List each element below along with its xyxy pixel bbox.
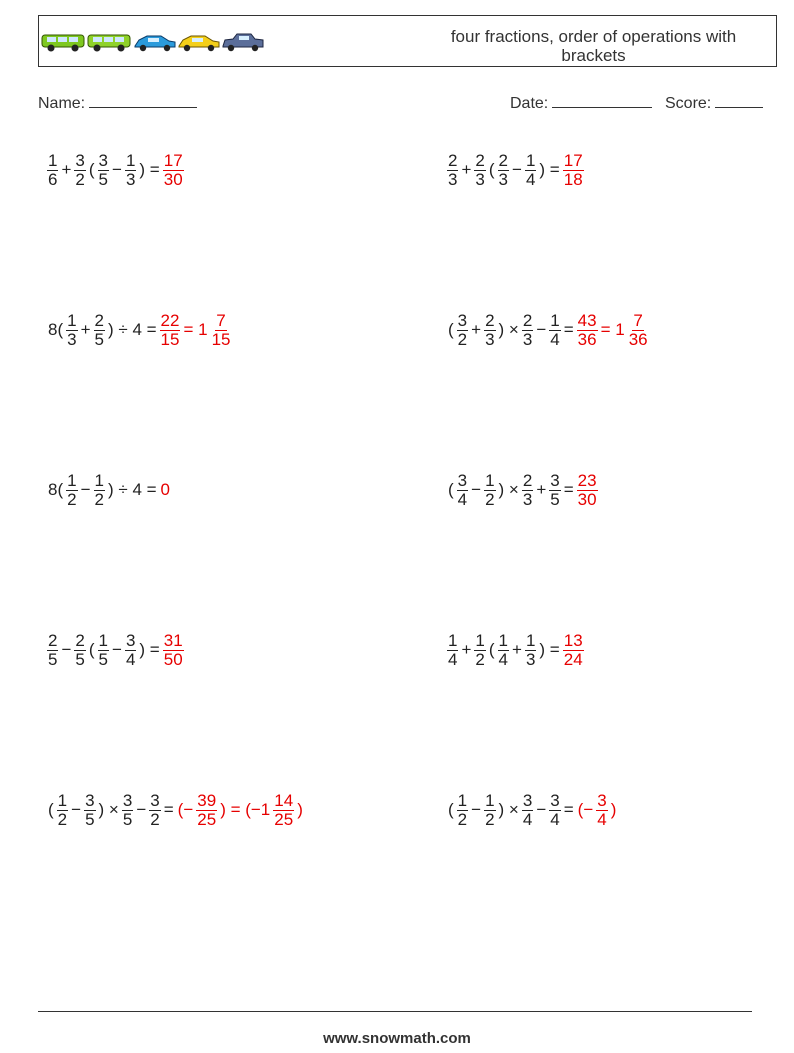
expression-text: −	[512, 160, 522, 179]
fraction	[549, 792, 560, 829]
denominator: 4	[125, 649, 136, 669]
answer	[562, 152, 585, 189]
denominator: 30	[577, 489, 597, 509]
score-blank	[715, 93, 763, 108]
numerator: 2	[485, 310, 495, 330]
denominator: 2	[94, 489, 104, 509]
numerator: 2	[448, 150, 458, 170]
denominator: 3	[522, 329, 533, 349]
expression-text: −	[112, 640, 122, 659]
fraction	[563, 152, 584, 189]
score-field	[665, 93, 763, 113]
expression-text: )	[610, 800, 617, 819]
fraction	[522, 312, 533, 349]
expression-text: −	[471, 800, 482, 819]
expression-text: 8(	[48, 320, 64, 339]
numerator: 39	[197, 790, 217, 810]
denominator: 24	[563, 649, 583, 669]
expression-text: ) =	[139, 640, 160, 659]
fraction	[196, 792, 217, 829]
fraction	[474, 632, 485, 669]
expression-text: (	[88, 160, 95, 179]
expression-text: 8(	[48, 480, 64, 499]
denominator: 2	[150, 809, 160, 829]
footer-divider	[38, 1011, 752, 1012]
fraction	[47, 632, 58, 669]
problem-2	[446, 145, 585, 195]
name-field	[38, 93, 197, 113]
answer	[162, 632, 185, 669]
fraction	[447, 152, 458, 189]
fraction	[163, 152, 184, 189]
expression-text: −	[471, 480, 482, 499]
denominator: 25	[274, 809, 294, 829]
fraction	[549, 472, 560, 509]
numerator: 3	[457, 310, 468, 330]
cars-logo-icon	[41, 28, 271, 54]
expression-text: (−	[177, 800, 194, 819]
expression-text: ) ÷ 4 =	[108, 320, 157, 339]
fraction	[628, 312, 649, 349]
numerator: 2	[522, 470, 533, 490]
answer	[176, 792, 305, 829]
expression-text: −	[80, 480, 91, 499]
expression-text: −	[71, 800, 82, 819]
fraction	[525, 152, 536, 189]
numerator: 14	[274, 790, 294, 810]
fraction	[74, 632, 85, 669]
fraction	[98, 632, 109, 669]
numerator: 2	[94, 310, 104, 330]
numerator: 1	[67, 470, 77, 490]
fraction	[94, 312, 105, 349]
denominator: 5	[48, 649, 58, 669]
expression-text: =	[563, 320, 574, 339]
numerator: 3	[122, 790, 133, 810]
expression-text: ) = (−1	[220, 800, 271, 819]
numerator: 2	[75, 630, 85, 650]
numerator: 3	[550, 470, 560, 490]
expression-text: +	[461, 160, 472, 179]
numerator: 1	[57, 790, 68, 810]
numerator: 1	[475, 630, 485, 650]
expression-text: ) ×	[498, 480, 519, 499]
fraction	[484, 312, 495, 349]
numerator: 1	[485, 790, 495, 810]
expression-text: ) =	[139, 160, 160, 179]
fraction	[122, 792, 133, 829]
answer	[562, 632, 585, 669]
numerator: 3	[85, 790, 95, 810]
numerator: 1	[67, 310, 77, 330]
numerator: 1	[498, 630, 509, 650]
numerator: 1	[485, 470, 495, 490]
expression-text: −	[536, 320, 547, 339]
expression-text: +	[80, 320, 91, 339]
denominator: 3	[67, 329, 77, 349]
fraction	[577, 472, 598, 509]
expression-text: (−	[577, 800, 594, 819]
problem-10	[446, 785, 618, 835]
problem-1	[46, 145, 185, 195]
fraction	[498, 632, 509, 669]
fraction	[163, 632, 184, 669]
numerator: 1	[550, 310, 560, 330]
numerator: 7	[216, 310, 226, 330]
fraction	[160, 312, 181, 349]
expression-text: (	[88, 640, 95, 659]
denominator: 2	[475, 649, 485, 669]
numerator: 3	[125, 630, 136, 650]
denominator: 25	[197, 809, 217, 829]
fraction	[549, 312, 560, 349]
expression-text: (	[448, 800, 454, 819]
answer	[159, 312, 233, 349]
numerator: 1	[525, 630, 536, 650]
worksheet-title: four fractions, order of operations with brackets	[450, 27, 737, 65]
denominator: 5	[98, 169, 109, 189]
denominator: 5	[75, 649, 85, 669]
expression-text: ) ×	[498, 320, 519, 339]
denominator: 5	[122, 809, 133, 829]
denominator: 5	[550, 489, 560, 509]
fraction	[98, 152, 109, 189]
problem-8	[446, 625, 585, 675]
numerator: 1	[94, 470, 104, 490]
fraction	[474, 152, 485, 189]
fraction	[577, 312, 598, 349]
name-label: Name:	[38, 95, 86, 112]
footer-site: www.snowmath.com	[323, 1030, 471, 1047]
fraction	[596, 792, 607, 829]
expression-text: (	[448, 480, 454, 499]
numerator: 3	[457, 470, 468, 490]
fraction	[74, 152, 85, 189]
answer	[576, 472, 599, 509]
numerator: 1	[457, 790, 468, 810]
expression-text: =	[163, 800, 174, 819]
fraction	[66, 312, 77, 349]
name-blank	[89, 93, 197, 108]
numerator: 1	[525, 150, 536, 170]
expression-text: = 1	[600, 320, 625, 339]
expression-text: −	[536, 800, 547, 819]
fraction	[47, 152, 58, 189]
fraction	[447, 632, 458, 669]
fraction	[57, 792, 68, 829]
answer	[576, 312, 650, 349]
denominator: 36	[577, 329, 597, 349]
denominator: 3	[498, 169, 509, 189]
answer	[162, 152, 185, 189]
expression-text: 0	[160, 480, 171, 499]
expression-text: = 1	[183, 320, 208, 339]
fraction	[522, 792, 533, 829]
denominator: 3	[125, 169, 136, 189]
fraction	[149, 792, 160, 829]
expression-text: +	[61, 160, 72, 179]
denominator: 3	[475, 169, 485, 189]
denominator: 50	[163, 649, 183, 669]
expression-text: −	[136, 800, 147, 819]
denominator: 2	[457, 329, 468, 349]
denominator: 5	[98, 649, 109, 669]
problem-7	[46, 625, 185, 675]
denominator: 3	[522, 489, 533, 509]
numerator: 17	[163, 150, 183, 170]
numerator: 3	[597, 790, 607, 810]
fraction	[484, 792, 495, 829]
numerator: 3	[75, 150, 85, 170]
expression-text: +	[471, 320, 482, 339]
denominator: 4	[448, 649, 458, 669]
numerator: 2	[475, 150, 485, 170]
numerator: 22	[160, 310, 180, 330]
score-label: Score:	[665, 95, 712, 112]
numerator: 13	[563, 630, 583, 650]
denominator: 4	[525, 169, 536, 189]
denominator: 2	[67, 489, 77, 509]
denominator: 3	[448, 169, 458, 189]
fraction	[211, 312, 232, 349]
numerator: 7	[633, 310, 643, 330]
denominator: 2	[485, 809, 495, 829]
numerator: 31	[163, 630, 183, 650]
problem-3	[46, 305, 233, 355]
denominator: 4	[522, 809, 533, 829]
problem-6	[446, 465, 599, 515]
numerator: 17	[563, 150, 583, 170]
numerator: 3	[550, 790, 560, 810]
expression-text: −	[112, 160, 122, 179]
expression-text: (	[448, 320, 454, 339]
expression-text: ) =	[539, 640, 560, 659]
expression-text: ) ÷ 4 =	[108, 480, 157, 499]
expression-text: (	[48, 800, 54, 819]
denominator: 2	[457, 809, 468, 829]
header-box	[38, 15, 777, 67]
denominator: 2	[57, 809, 68, 829]
denominator: 4	[550, 809, 560, 829]
problem-5	[46, 465, 172, 515]
numerator: 1	[448, 630, 458, 650]
fraction	[563, 632, 584, 669]
expression-text: =	[563, 480, 574, 499]
numerator: 3	[522, 790, 533, 810]
fraction	[125, 152, 136, 189]
denominator: 6	[48, 169, 58, 189]
fraction	[94, 472, 105, 509]
fraction	[273, 792, 294, 829]
problem-9	[46, 785, 305, 835]
fraction	[522, 472, 533, 509]
fraction	[457, 312, 468, 349]
problem-4	[446, 305, 650, 355]
numerator: 1	[98, 630, 109, 650]
date-label: Date:	[510, 95, 549, 112]
numerator: 2	[522, 310, 533, 330]
expression-text: +	[536, 480, 547, 499]
expression-text: +	[461, 640, 472, 659]
denominator: 2	[75, 169, 85, 189]
fraction	[457, 472, 468, 509]
answer	[576, 792, 619, 829]
numerator: 23	[577, 470, 597, 490]
numerator: 43	[577, 310, 597, 330]
numerator: 2	[498, 150, 509, 170]
denominator: 5	[94, 329, 104, 349]
fraction	[498, 152, 509, 189]
denominator: 4	[550, 329, 560, 349]
denominator: 36	[628, 329, 648, 349]
date-blank	[552, 93, 652, 108]
numerator: 3	[98, 150, 109, 170]
denominator: 4	[457, 489, 468, 509]
denominator: 5	[85, 809, 95, 829]
fraction	[525, 632, 536, 669]
fraction	[484, 472, 495, 509]
expression-text: ) =	[539, 160, 560, 179]
denominator: 15	[160, 329, 180, 349]
expression-text: )	[297, 800, 303, 819]
fraction	[84, 792, 95, 829]
answer	[159, 480, 172, 500]
numerator: 1	[125, 150, 136, 170]
expression-text: −	[61, 640, 72, 659]
fraction	[457, 792, 468, 829]
denominator: 2	[485, 489, 495, 509]
denominator: 4	[597, 809, 607, 829]
denominator: 18	[563, 169, 583, 189]
date-field	[510, 93, 652, 113]
denominator: 3	[485, 329, 495, 349]
expression-text: ) ×	[498, 800, 519, 819]
denominator: 4	[498, 649, 509, 669]
numerator: 1	[48, 150, 58, 170]
expression-text: (	[488, 160, 495, 179]
expression-text: =	[563, 800, 574, 819]
fraction	[125, 632, 136, 669]
expression-text: (	[488, 640, 495, 659]
denominator: 3	[525, 649, 536, 669]
fraction	[66, 472, 77, 509]
numerator: 3	[150, 790, 160, 810]
denominator: 30	[163, 169, 183, 189]
denominator: 15	[211, 329, 231, 349]
numerator: 2	[48, 630, 58, 650]
expression-text: +	[512, 640, 522, 659]
expression-text: ) ×	[98, 800, 119, 819]
